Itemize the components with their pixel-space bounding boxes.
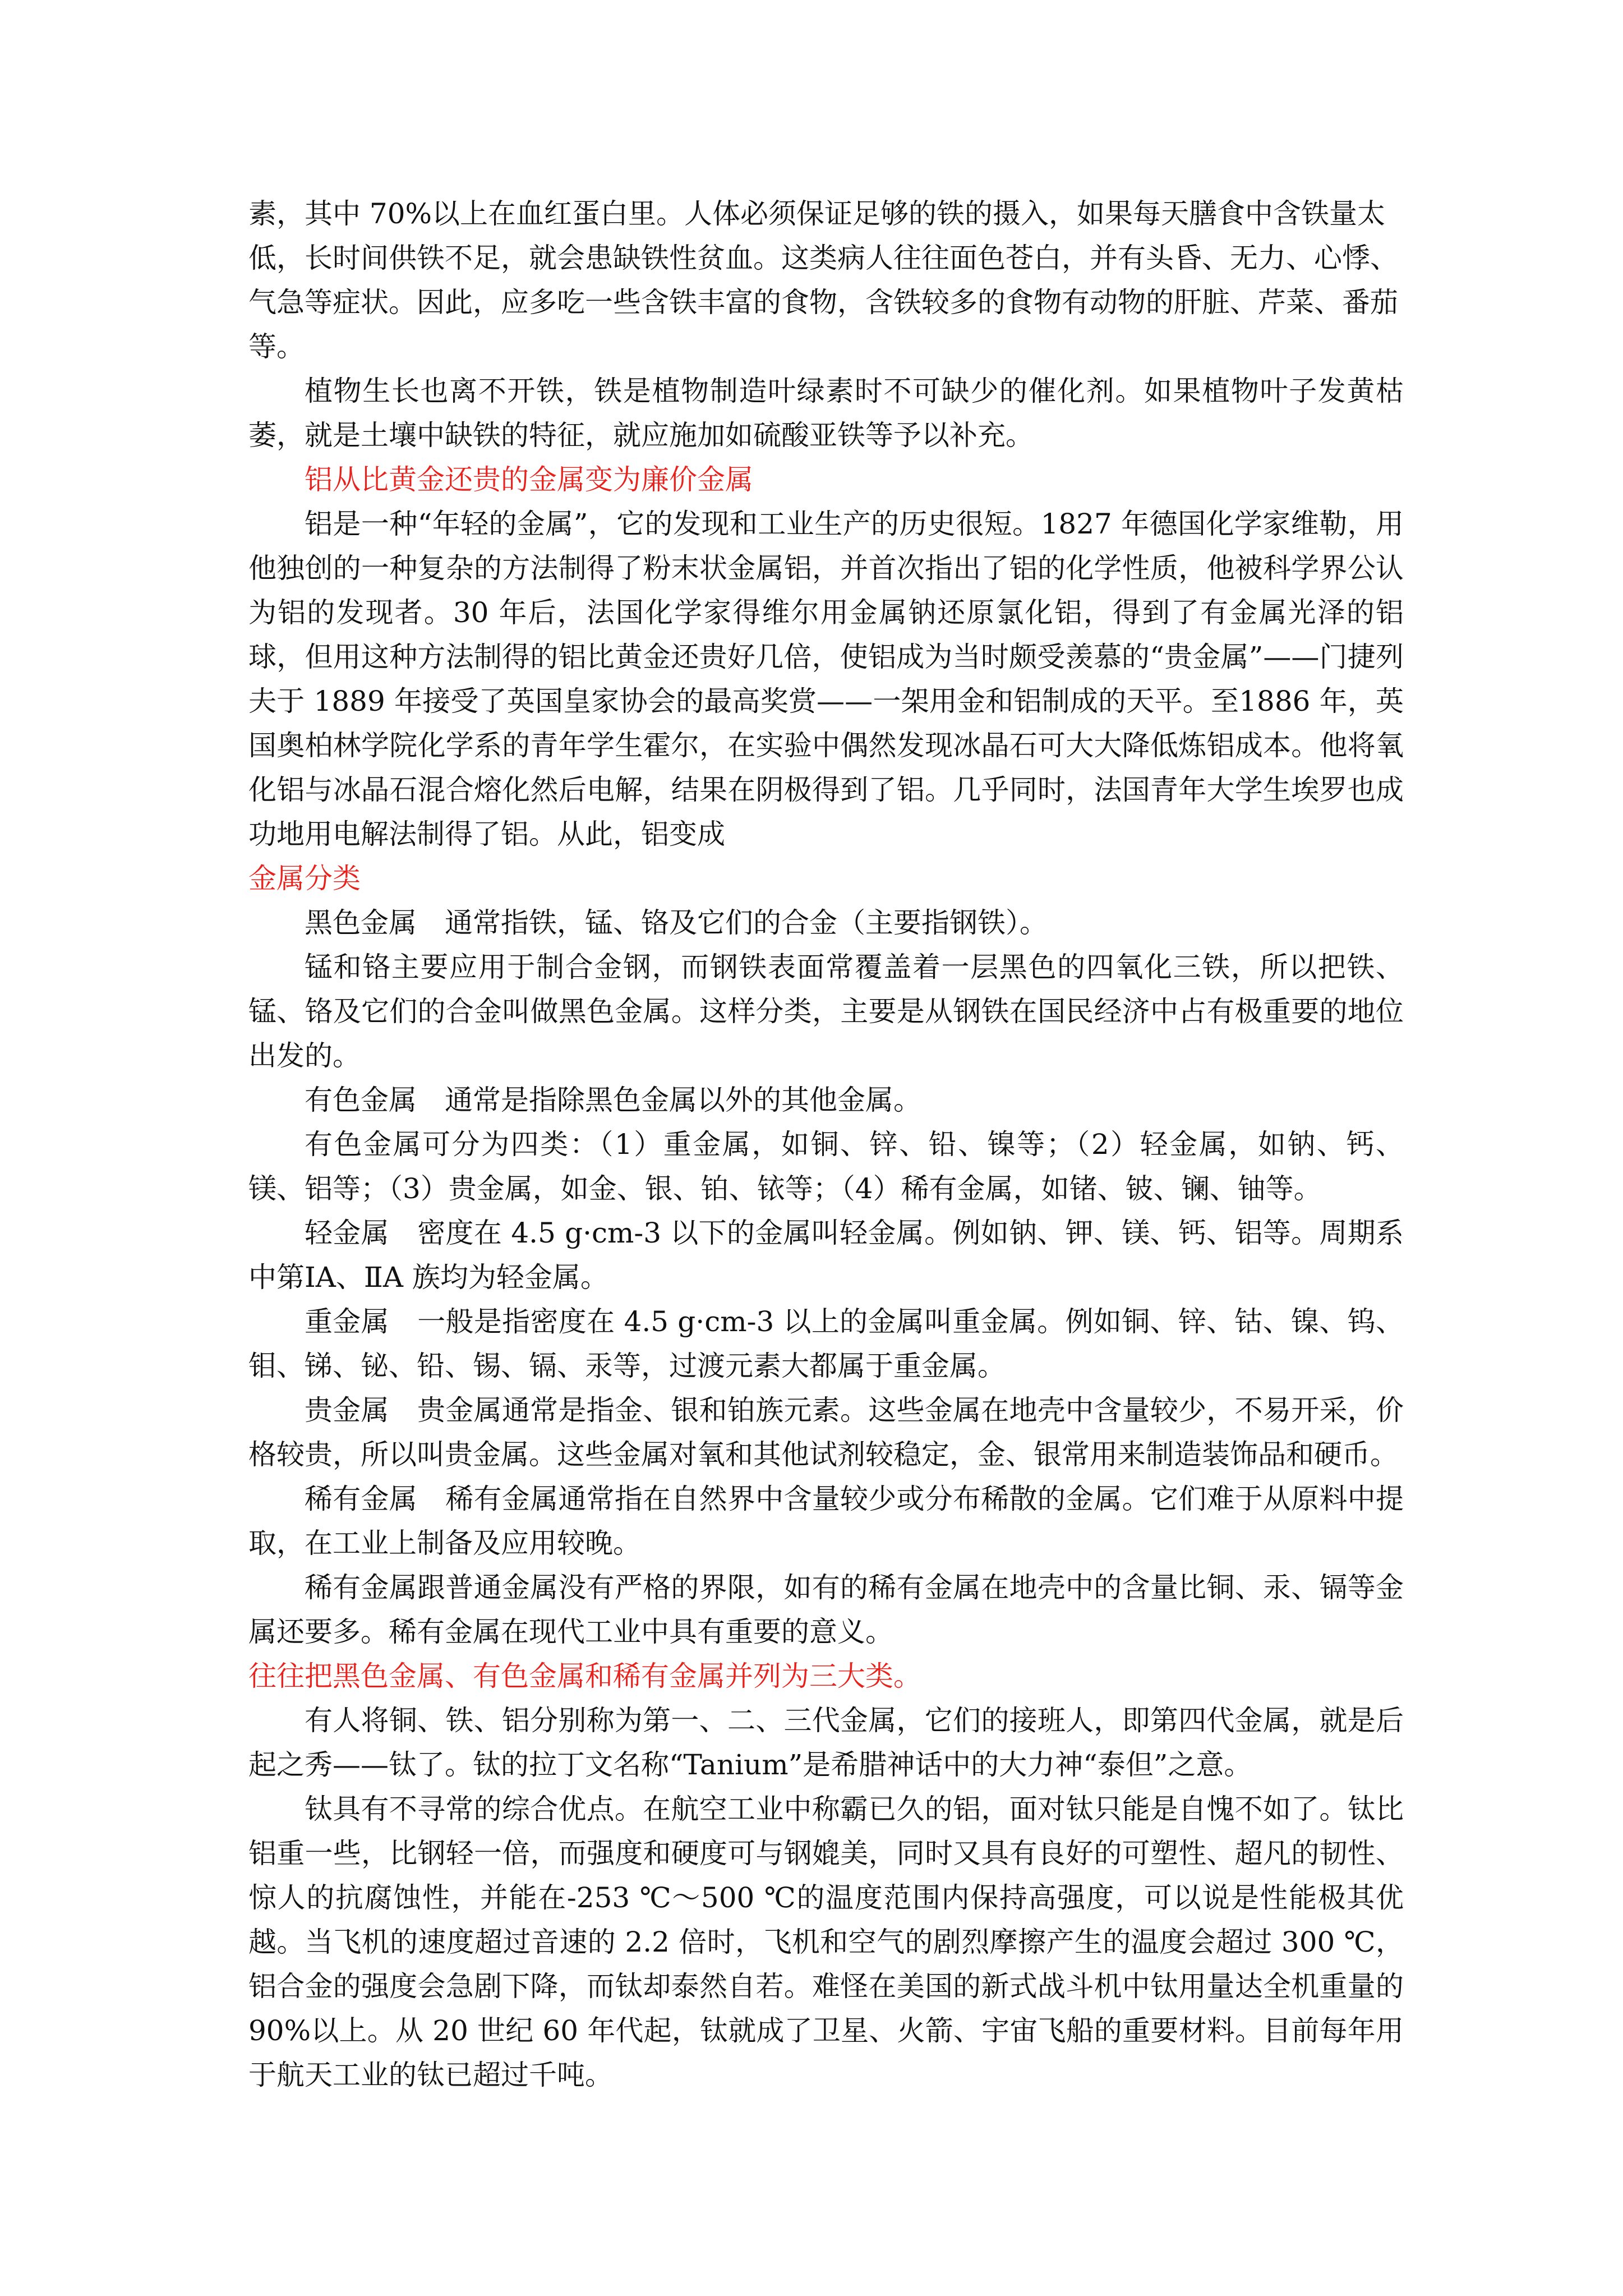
paragraph-heavy-metals: 重金属 一般是指密度在 4.5 g·cm-3 以上的金属叫重金属。例如铜、锌、钴、镍、钨、钼、锑、铋、铅、锡、镉、汞等，过渡元素大都属于重金属。 — [248, 1305, 1404, 1382]
paragraph-nonferrous-categories: 有色金属可分为四类：（1）重金属，如铜、锌、铅、镍等；（2）轻金属，如钠、钙、镁、铝等；（3）贵金属，如金、银、铂、铱等；（4）稀有金属，如锗、铍、镧、铀等。 — [248, 1128, 1404, 1205]
paragraph-rare-vs-common: 稀有金属跟普通金属没有严格的界限，如有的稀有金属在地壳中的含量比铜、汞、镉等金属还要多。稀有金属在现代工业中具有重要的意义。 — [248, 1571, 1404, 1648]
paragraph-light-metals: 轻金属 密度在 4.5 g·cm-3 以下的金属叫轻金属。例如钠、钾、镁、钙、铝等。周期系中第ⅠA、ⅡA 族均为轻金属。 — [248, 1217, 1404, 1294]
paragraph-iron-health: 素，其中 70%以上在血红蛋白里。人体必须保证足够的铁的摄入，如果每天膳食中含铁量太低，长时间供铁不足，就会患缺铁性贫血。这类病人往往面色苍白，并有头昏、无力、心悸、气急等症状。因此，应多吃一些含铁丰富的食物，含铁较多的食物有动物的肝脏、芹菜、番茄等。 — [248, 197, 1398, 363]
paragraph-iron-plants: 植物生长也离不开铁，铁是植物制造叶绿素时不可缺少的催化剂。如果植物叶子发黄枯萎，就是土壤中缺铁的特征，就应施加如硫酸亚铁等予以补充。 — [248, 375, 1404, 452]
paragraph-ferrous-metals: 黑色金属 通常指铁，锰、铬及它们的合金（主要指钢铁）。 — [305, 907, 1048, 939]
paragraph-aluminum-history: 铝是一种“年轻的金属”，它的发现和工业生产的历史很短。1827 年德国化学家维勒，用他独创的一种复杂的方法制得了粉末状金属铝，并首次指出了铝的化学性质，他被科学界公认为铝的发现者。30 年后，法国化学家得维尔用金属钠还原氯化铝，得到了有金属光泽的铝球，但用这种方法制得的铝比黄金还贵好几倍，使铝成为当时颇受羡慕的“贵金属”——门捷列夫于 1889 年接受了英国皇家协会的最高奖赏——一架用金和铝制成的天平。至1886 年，英国奥柏林学院化学系的青年学生霍尔，在实验中偶然发现冰晶石可大大降低炼铝成本。他将氧化铝与冰晶石混合熔化然后电解，结果在阴极得到了铝。几乎同时，法国青年大学生埃罗也成功地用电解法制得了铝。从此，铝变成 — [248, 508, 1404, 850]
paragraph-titanium-intro: 有人将铜、铁、铝分别称为第一、二、三代金属，它们的接班人，即第四代金属，就是后起之秀——钛了。钛的拉丁文名称“Tanium”是希腊神话中的大力神“泰但”之意。 — [248, 1704, 1404, 1781]
paragraph-nonferrous-metals: 有色金属 通常是指除黑色金属以外的其他金属。 — [305, 1084, 921, 1116]
heading-three-categories: 往往把黑色金属、有色金属和稀有金属并列为三大类。 — [248, 1660, 921, 1692]
paragraph-manganese-chromium: 锰和铬主要应用于制合金钢，而钢铁表面常覆盖着一层黑色的四氧化三铁，所以把铁、锰、铬及它们的合金叫做黑色金属。这样分类，主要是从钢铁在国民经济中占有极重要的地位出发的。 — [248, 951, 1404, 1072]
paragraph-precious-metals: 贵金属 贵金属通常是指金、银和铂族元素。这些金属在地壳中含量较少，不易开采，价格较贵，所以叫贵金属。这些金属对氧和其他试剂较稳定，金、银常用来制造装饰品和硬币。 — [248, 1394, 1404, 1471]
document-body — [248, 192, 1404, 2097]
paragraph-titanium-properties: 钛具有不寻常的综合优点。在航空工业中称霸已久的铝，面对钛只能是自愧不如了。钛比铝重一些，比钢轻一倍，而强度和硬度可与钢媲美，同时又具有良好的可塑性、超凡的韧性、惊人的抗腐蚀性，并能在-253 ℃～500 ℃的温度范围内保持高强度，可以说是性能极其优越。当飞机的速度超过音速的 2.2 倍时，飞机和空气的剧烈摩擦产生的温度会超过 300 ℃，铝合金的强度会急剧下降，而钛却泰然自若。难怪在美国的新式战斗机中钛用量达全机重量的 90%以上。从 20 世纪 60 年代起，钛就成了卫星、火箭、宇宙飞船的重要材料。目前每年用于航天工业的钛已超过千吨。 — [248, 1793, 1404, 2091]
paragraph-rare-metals: 稀有金属 稀有金属通常指在自然界中含量较少或分布稀散的金属。它们难于从原料中提取，在工业上制备及应用较晚。 — [248, 1483, 1404, 1559]
heading-metal-classification: 金属分类 — [248, 862, 361, 895]
heading-aluminum-history: 铝从比黄金还贵的金属变为廉价金属 — [305, 463, 753, 496]
